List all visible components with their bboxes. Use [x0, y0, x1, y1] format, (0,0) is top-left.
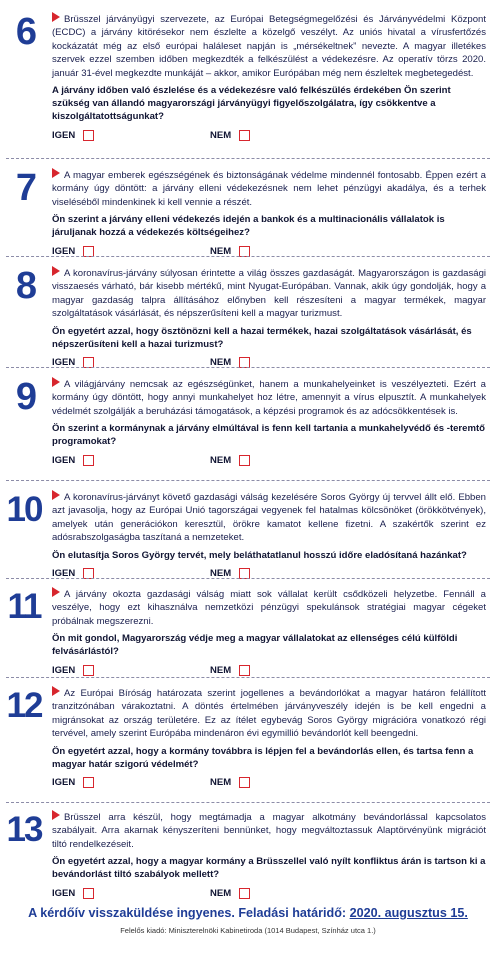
answer-options: [52, 665, 486, 681]
question-number: 8: [15, 265, 37, 307]
publisher-line: Felelős kiadó: Miniszterelnöki Kabinetiroda (1014 Budapest, Színház utca 1.): [120, 926, 376, 935]
answer-options: [52, 455, 486, 471]
answer-no[interactable]: [210, 246, 250, 257]
question-prompt: Ön mit gondol, Magyarország védje meg a magyar vállalatokat az ellenséges célú külföldi felvásárlástól?: [52, 633, 458, 658]
answer-yes[interactable]: [52, 888, 94, 899]
divider: [6, 802, 490, 803]
yes-checkbox[interactable]: [83, 888, 94, 899]
no-checkbox[interactable]: [239, 246, 250, 257]
question-block-8: [0, 266, 496, 373]
yes-label: IGEN: [52, 887, 76, 899]
divider: [6, 158, 490, 159]
answer-options: [52, 568, 486, 584]
question-text: Brüsszel arra készül, hogy megtámadja a magyar alkotmány bevándorlással kapcsolatos szabályait. Arra akarnak kényszeríteni bennünket, hogy megváltoztassuk Alaptörvényünk migrációt tiltó rendelkezéseit.: [52, 812, 486, 850]
question-text: Az Európai Bíróság határozata szerint jogellenes a bevándorlókat a magyar határon felállított tranzitzónában várakoztatni. A döntés értelmében járványveszély idején is be kell engedni a migránsokat az ország területére. Ez az ítélet egybevág Soros György migrációra vonatkozó régi tervével, amely szerint Európába mindenáron évi egymillió bevándorlót kell beengedni.: [52, 688, 486, 740]
no-label: NEM: [210, 664, 232, 676]
no-label: NEM: [210, 567, 232, 579]
question-block-7: [0, 168, 496, 262]
question-prompt: Ön szerint a járvány elleni védekezés idején a bankok és a multinacionális vállalatok is járuljanak hozzá a védekezés költségeihez?: [52, 214, 445, 239]
answer-no[interactable]: [210, 130, 250, 141]
question-block-11: [0, 587, 496, 681]
red-arrow-icon: [52, 266, 60, 276]
question-text: A koronavírus-járvány súlyosan érintette a világ összes gazdaságát. Magyarországon is gazdasági visszaesés várható, bár kisebb mértékű, mint Nyugat-Európában. Vannak, akik úgy gondolják, hogy a magyar gazdaság talpra állításához előnyben kell részesíteni a magyar termékek, magyar szolgáltatások vásárlását, és népszerűsíteni kell a magyar turizmust.: [52, 268, 486, 320]
yes-checkbox[interactable]: [83, 246, 94, 257]
question-text: A magyar emberek egészségének és biztonságának védelme mindennél fontosabb. Éppen ezért a kormány úgy döntött: a járvány elleni védekezésnek nem lehet pénzügyi akadálya, és a terhek viseléséből mindenkinek ki kell vennie a részét.: [52, 170, 486, 208]
no-checkbox[interactable]: [239, 665, 250, 676]
red-arrow-icon: [52, 12, 60, 22]
red-arrow-icon: [52, 686, 60, 696]
answer-yes[interactable]: [52, 665, 94, 676]
question-number: 7: [15, 167, 37, 209]
yes-label: IGEN: [52, 777, 76, 789]
question-block-12: [0, 686, 496, 793]
question-prompt: A járvány időben való észlelése és a védekezésre való felkészülés érdekében Ön szerint szükség van állandó magyarországi járványügyi figyelőszolgálatra, így csökkentve a kiszolgáltatottságunkat?: [52, 85, 451, 123]
question-prompt: Ön szerint a kormánynak a járvány elmúltával is fenn kell tartania a munkahelyvédő és -teremtő programokat?: [52, 423, 485, 448]
return-notice-text: A kérdőív visszaküldése ingyenes. Feladási határidő:: [28, 906, 347, 920]
no-checkbox[interactable]: [239, 455, 250, 466]
yes-checkbox[interactable]: [83, 130, 94, 141]
yes-label: IGEN: [52, 664, 76, 676]
no-checkbox[interactable]: [239, 888, 250, 899]
question-number: 6: [15, 11, 37, 53]
question-prompt: Ön egyetért azzal, hogy a magyar kormány a Brüsszellel való nyílt konfliktus árán is tartson ki a bevándorlást tiltó szabályok mellett?: [52, 856, 486, 881]
question-text: A koronavírus-járványt követő gazdasági válság kezelésére Soros György új tervvel állt elő. Ebben azt javasolja, hogy az Európai Unió tagországai vegyenek fel hatalmas kölcsönöket (örökkötvények), amelyek után generációkon keresztül, örökre kamatot kellene fizetni. A szakértők szerint ez adósrabszolgaságba taszítaná a nemzeteket.: [52, 492, 486, 544]
question-prompt: Ön elutasítja Soros György tervét, mely beláthatatlanul hosszú időre eladósítaná hazánkat?: [52, 549, 467, 561]
answer-yes[interactable]: [52, 246, 94, 257]
answer-options: [52, 357, 486, 373]
return-notice: [0, 906, 496, 920]
question-number: 12: [6, 686, 42, 725]
answer-yes[interactable]: [52, 455, 94, 466]
answer-options: [52, 246, 486, 262]
yes-label: IGEN: [52, 357, 76, 369]
no-label: NEM: [210, 887, 232, 899]
red-arrow-icon: [52, 810, 60, 820]
divider: [6, 578, 490, 579]
yes-label: IGEN: [52, 245, 76, 257]
no-checkbox[interactable]: [239, 130, 250, 141]
yes-label: IGEN: [52, 567, 76, 579]
yes-checkbox[interactable]: [83, 777, 94, 788]
divider: [6, 480, 490, 481]
red-arrow-icon: [52, 587, 60, 597]
yes-checkbox[interactable]: [83, 665, 94, 676]
answer-no[interactable]: [210, 888, 250, 899]
red-arrow-icon: [52, 168, 60, 178]
no-label: NEM: [210, 245, 232, 257]
no-label: NEM: [210, 777, 232, 789]
question-text: Brüsszel járványügyi szervezete, az Európai Betegségmegelőzési és Járványvédelmi Központ (ECDC) a járvány kitörésekor nem észlelte a közelgő veszélyt. Az uniós hivatal a vírusfertőzés kockázatát még az első európai haláleset napján is „mérsékeltnek” nevezte. A magyar illetékes szervek ezzel szemben időben megkezdték a felkészülést a védekezésre. Az operatív törzs 2020. január 31-ével megkezdte munkáját – akkor, amikor Európában még nem észleltek megbetegedést.: [52, 14, 486, 79]
answer-no[interactable]: [210, 665, 250, 676]
answer-no[interactable]: [210, 777, 250, 788]
divider: [6, 677, 490, 678]
deadline-date: 2020. augusztus 15.: [349, 906, 468, 920]
question-prompt: Ön egyetért azzal, hogy ösztönözni kell a hazai termékek, hazai szolgáltatások vásárlását, és népszerűsíteni kell a hazai turizmust?: [52, 325, 472, 350]
red-arrow-icon: [52, 377, 60, 387]
question-number: 13: [6, 810, 42, 849]
question-block-6: [0, 12, 496, 146]
answer-options: [52, 777, 486, 793]
no-label: NEM: [210, 454, 232, 466]
answer-options: [52, 130, 486, 146]
answer-yes[interactable]: [52, 130, 94, 141]
question-prompt: Ön egyetért azzal, hogy a kormány továbbra is lépjen fel a bevándorlás ellen, és tartsa fenn a magyar határ szigorú védelmét?: [52, 745, 474, 770]
divider: [6, 367, 490, 368]
question-number: 9: [15, 376, 37, 418]
divider: [6, 256, 490, 257]
question-block-10: [0, 490, 496, 584]
yes-label: IGEN: [52, 454, 76, 466]
yes-checkbox[interactable]: [83, 455, 94, 466]
yes-label: IGEN: [52, 129, 76, 141]
no-label: NEM: [210, 357, 232, 369]
question-block-9: [0, 377, 496, 471]
question-number: 10: [6, 490, 42, 529]
question-text: A járvány okozta gazdasági válság miatt sok vállalat került csődközeli helyzetbe. Fennáll a veszélye, hogy ezt kihasználva nemzetközi pénzügyi spekulánsok stratégiai magyar cégeket próbálnak megszerezni.: [52, 589, 486, 627]
answer-no[interactable]: [210, 455, 250, 466]
answer-options: [52, 888, 486, 904]
question-text: A világjárvány nemcsak az egészségünket, hanem a munkahelyeinket is veszélyezteti. Ezért a kormány úgy döntött, hogy annyi munkahelyet hoz létre, amennyit a vírus elpusztít. A munkahelyek védelmét szolgálják a beruházási támogatások, a képzési programok és az adócsökkentések is.: [52, 379, 486, 417]
answer-yes[interactable]: [52, 777, 94, 788]
question-block-13: [0, 810, 496, 904]
question-number: 11: [7, 587, 41, 626]
no-checkbox[interactable]: [239, 777, 250, 788]
no-label: NEM: [210, 129, 232, 141]
red-arrow-icon: [52, 490, 60, 500]
